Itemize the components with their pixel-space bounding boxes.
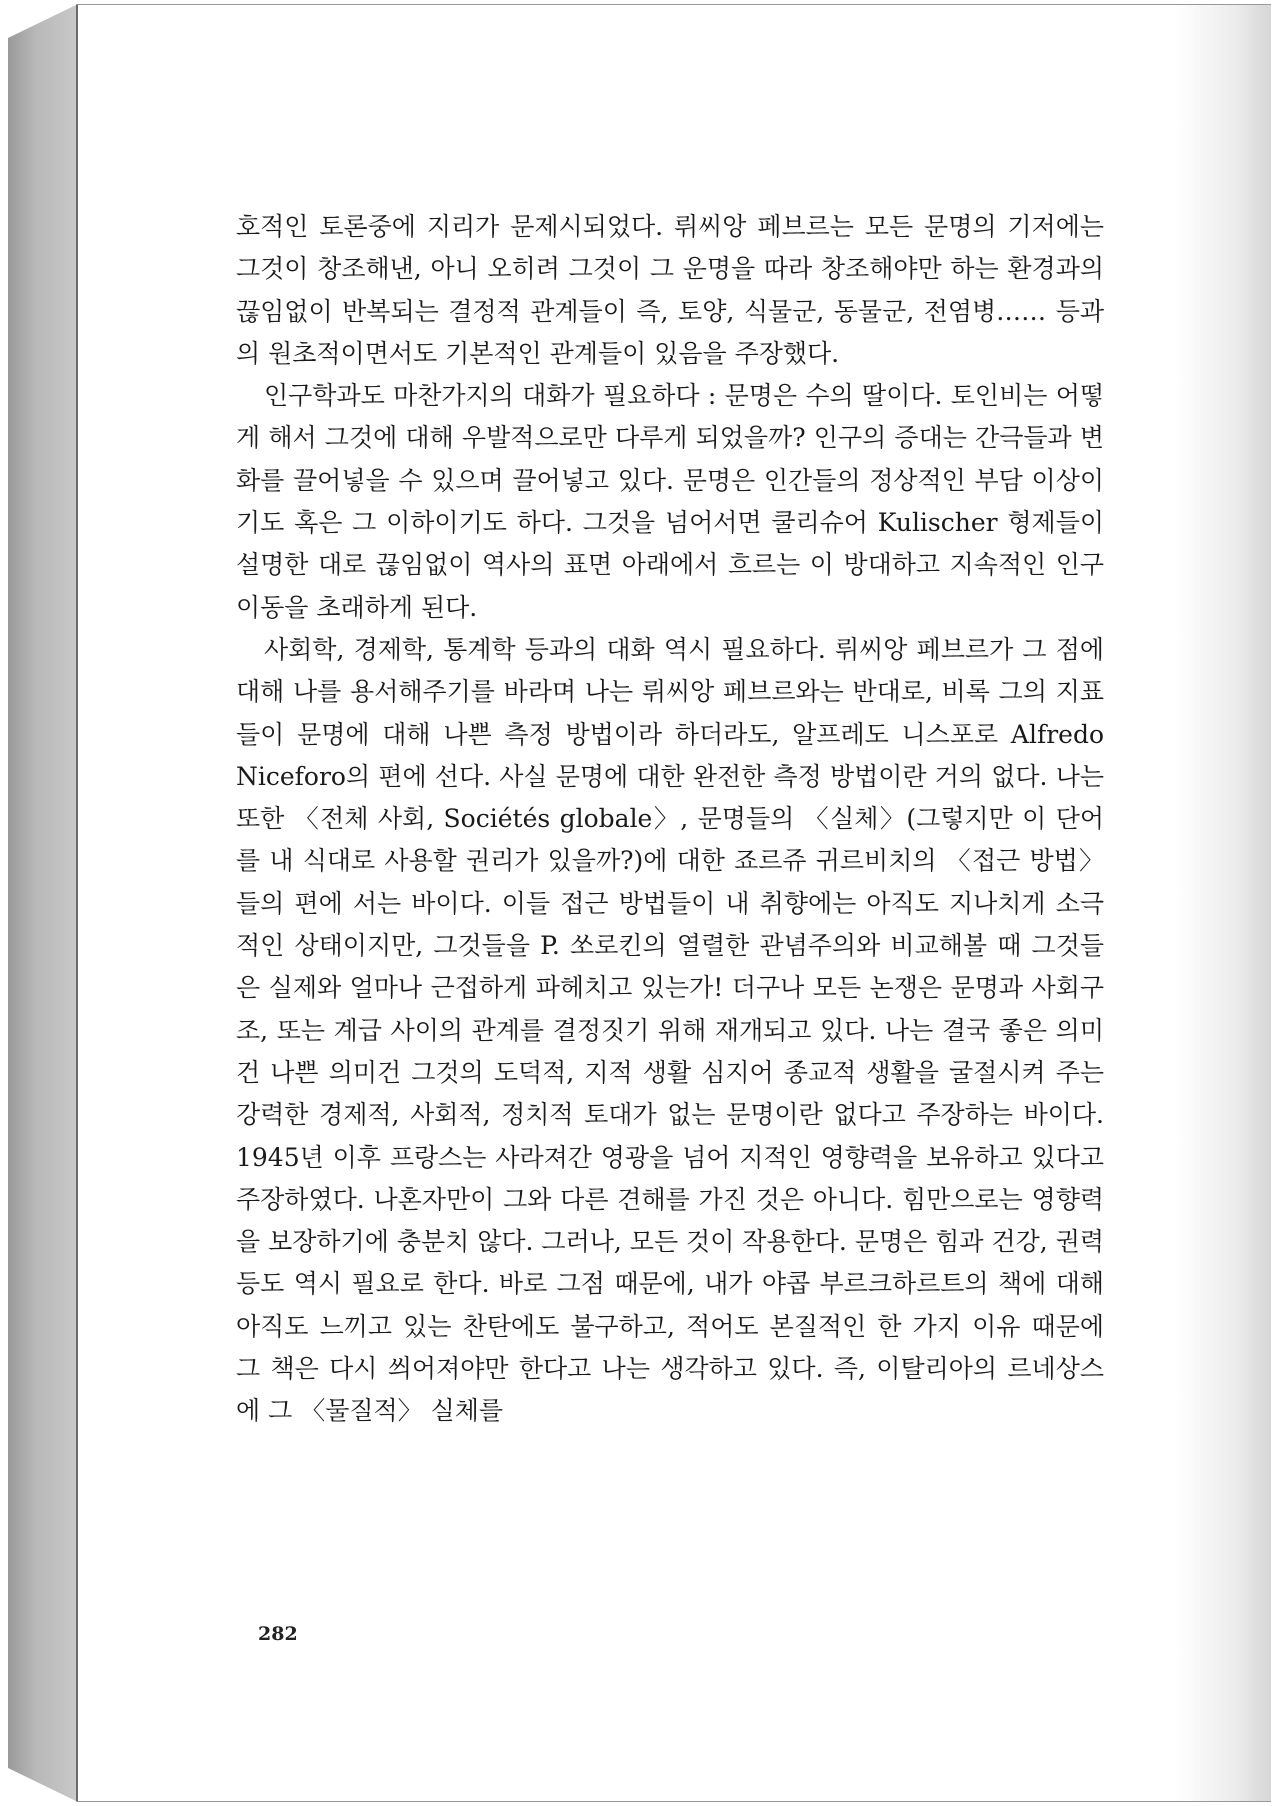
paragraph: 호적인 토론중에 지리가 문제시되었다. 뤼씨앙 페브르는 모든 문명의 기저에는 그것이 창조해낸, 아니 오히려 그것이 그 운명을 따라 창조해야만 하는 환경과의 끊임없이 반복되는 결정적 관계들이 즉, 토양, 식물군, 동물군, 전염병…… 등과의 원초적이면서도 기본적인 관계들이 있음을 주장했다.	[236, 212, 1104, 368]
paragraph: 사회학, 경제학, 통계학 등과의 대화 역시 필요하다. 뤼씨앙 페브르가 그 점에 대해 나를 용서해주기를 바라며 나는 뤼씨앙 페브르와는 반대로, 비록 그의 지표들이 문명에 대해 나쁜 측정 방법이라 하더라도, 알프레도 니스포로 Alfredo Niceforo의 편에 선다. 사실 문명에 대한 완전한 측정 방법이란 거의 없다. 나는 또한 〈전체 사회, Sociétés globale〉, 문명들의 〈실체〉(그렇지만 이 단어를 내 식대로 사용할 권리가 있을까?)에 대한 죠르쥬 귀르비치의 〈접근 방법〉들의 편에 서는 바이다. 이들 접근 방법들이 내 취향에는 아직도 지나치게 소극적인 상태이지만, 그것들을 P. 쏘로킨의 열렬한 관념주의와 비교해볼 때 그것들은 실제와 얼마나 근접하게 파헤치고 있는가! 더구나 모든 논쟁은 문명과 사회구조, 또는 계급 사이의 관계를 결정짓기 위해 재개되고 있다. 나는 결국 좋은 의미건 나쁜 의미건 그것의 도덕적, 지적 생활 심지어 종교적 생활을 굴절시켜 주는 강력한 경제적, 사회적, 정치적 토대가 없는 문명이란 없다고 주장하는 바이다. 1945년 이후 프랑스는 사라져간 영광을 넘어 지적인 영향력을 보유하고 있다고 주장하였다. 나혼자만이 그와 다른 견해를 가진 것은 아니다. 힘만으로는 영향력을 보장하기에 충분치 않다. 그러나, 모든 것이 작용한다. 문명은 힘과 건강, 권력 등도 역시 필요로 한다. 바로 그점 때문에, 내가 야콥 부르크하르트의 책에 대해 아직도 느끼고 있는 찬탄에도 불구하고, 적어도 본질적인 한 가지 이유 때문에 그 책은 다시 씌어져야만 한다고 나는 생각하고 있다. 즉, 이탈리아의 르네상스에 그 〈물질적〉 실체를	[236, 634, 1104, 1426]
paragraph: 인구학과도 마찬가지의 대화가 필요하다 : 문명은 수의 딸이다. 토인비는 어떻게 해서 그것에 대해 우발적으로만 다루게 되었을까? 인구의 증대는 간극들과 변화를 끌어넣을 수 있으며 끌어넣고 있다. 문명은 인간들의 정상적인 부담 이상이기도 혹은 그 이하이기도 하다. 그것을 넘어서면 쿨리슈어 Kulischer 형제들이 설명한 대로 끊임없이 역사의 표면 아래에서 흐르는 이 방대하고 지속적인 인구이동을 초래하게 된다.	[236, 381, 1104, 622]
book-spine	[8, 4, 78, 1802]
page-edge-top	[76, 4, 1271, 5]
page-number: 282	[258, 1623, 298, 1645]
body-text	[236, 206, 1104, 1433]
page-edge-bottom	[76, 1801, 1271, 1802]
